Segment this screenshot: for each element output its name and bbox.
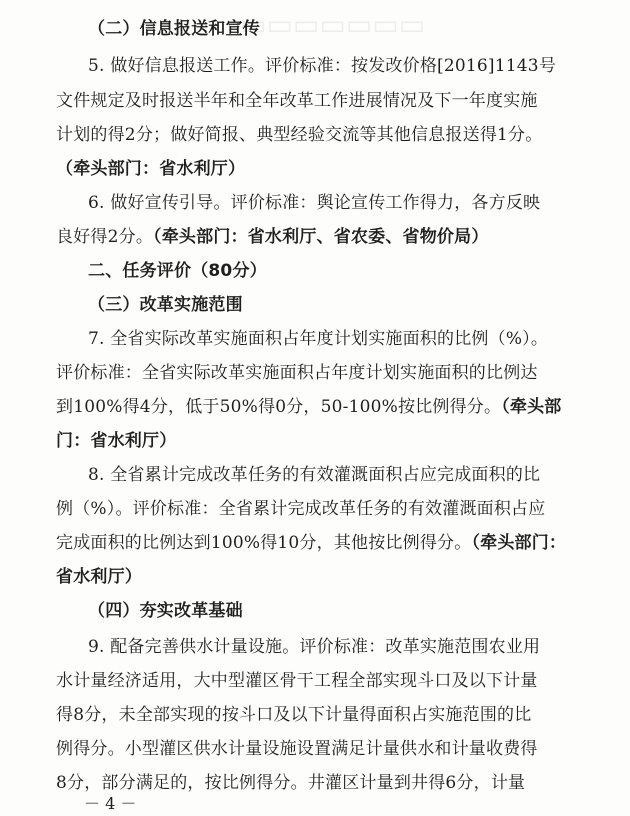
item6-lead-dept: （牵头部门：省水利厅、省农委、省物价局） [153, 227, 489, 247]
item6-line1: 6. 做好宣传引导。评价标准：舆论宣传工作得力，各方反映 [88, 193, 541, 213]
item8-lead-dept-end: 省水利厅） [56, 567, 142, 587]
item8-line2: 例（%）。评价标准：全省累计完成改革任务的有效灌溉面积占应 [56, 499, 546, 519]
item7-lead-dept-start: （牵头部 [501, 397, 562, 417]
item8-lead-dept-start: （牵头部门： [471, 533, 567, 553]
section-2-heading: （二）信息报送和宣传 [88, 19, 260, 39]
page-number: － 4 － [84, 794, 137, 813]
bleed-through-mark: ▭▭▭▭▭▭▭ [240, 8, 426, 41]
item9-line1: 9. 配备完善供水计量设施。评价标准：改革实施范围农业用 [88, 637, 541, 657]
item7-line1: 7. 全省实际改革实施面积占年度计划实施面积的比例（%）。 [88, 329, 549, 349]
item5-line2: 文件规定及时报送半年和全年改革工作进展情况及下一年度实施 [56, 91, 538, 111]
item7-line2: 评价标准：全省实际改革实施面积占年度计划实施面积的比例达 [56, 363, 538, 383]
item7-line3-text: 到100%得4分，低于50%得0分，50-100%按比例得分。 [56, 397, 502, 417]
item9-line5: 8分，部分满足的，按比例得分。井灌区计量到井得6分，计量 [56, 773, 526, 793]
item9-line2: 水计量经济适用，大中型灌区骨干工程全部实现斗口及以下计量 [56, 671, 538, 691]
item8-line1: 8. 全省累计完成改革任务的有效灌溉面积占应完成面积的比 [88, 465, 541, 485]
item8-line3 [56, 532, 576, 554]
item5-line3: 计划的得2分；做好简报、典型经验交流等其他信息报送得1分。 [56, 125, 543, 145]
item7-lead-dept-end: 门：省水利厅） [56, 431, 177, 451]
item5-line1: 5. 做好信息报送工作。评价标准：按发改价格[2016]1143号 [88, 56, 557, 76]
section-4-heading: （四）夯实改革基础 [88, 601, 243, 621]
item9-line4: 例得分。小型灌区供水计量设施设置满足计量供水和计量收费得 [56, 739, 538, 759]
part-2-heading: 二、任务评价（80分） [88, 261, 267, 281]
item6-line2 [56, 226, 576, 248]
item9-line3: 得8分，未全部实现的按斗口及以下计量得面积占实施范围的比 [56, 705, 532, 725]
item7-line3 [56, 396, 576, 418]
item5-lead-dept: （牵头部门：省水利厅） [56, 159, 246, 179]
section-3-heading: （三）改革实施范围 [88, 295, 243, 315]
item6-line2-text: 良好得2分。 [56, 227, 154, 247]
item8-line3-text: 完成面积的比例达到100%得10分，其他按比例得分。 [56, 533, 472, 553]
